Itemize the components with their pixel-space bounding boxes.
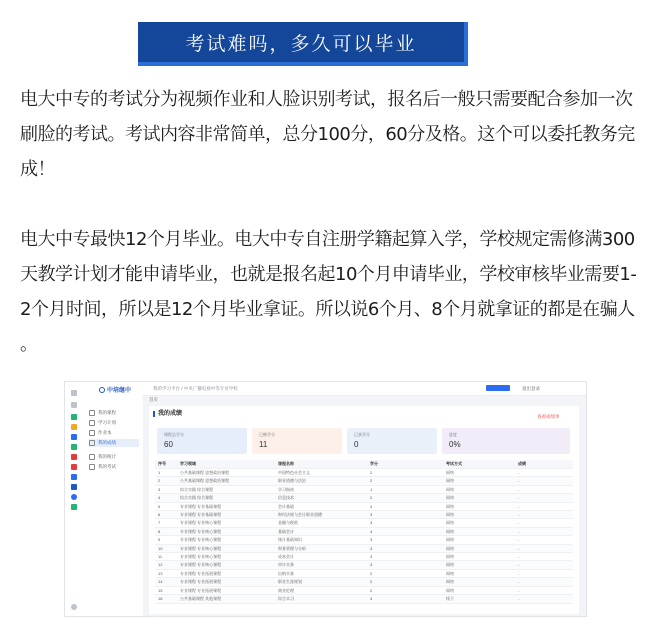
app-orange-icon[interactable] [71, 424, 77, 430]
table-cell: 专业课程 专业拓展课程 [177, 586, 275, 594]
table-cell: 专业课程 专业核心课程 [177, 544, 275, 552]
sidebar [83, 395, 143, 616]
icon-rail [65, 382, 84, 616]
table-cell: - [515, 494, 573, 502]
stat-value: 60 [164, 440, 173, 449]
table-cell: - [515, 469, 573, 477]
table-row[interactable] [155, 511, 573, 519]
table-cell: - [515, 527, 573, 535]
sidebar-item-plan[interactable]: 学习计划 [89, 419, 139, 427]
table-cell: - [515, 569, 573, 577]
table-cell: 基础会计 [275, 527, 367, 535]
app-red2-icon[interactable] [71, 464, 77, 470]
table-cell: - [515, 477, 573, 485]
app-circle-icon[interactable] [71, 494, 77, 500]
table-body [155, 469, 573, 604]
table-cell: 综合实践 综合课程 [177, 494, 275, 502]
table-cell: 综合实践 综合课程 [177, 485, 275, 493]
paragraph-exam: 电大中专的考试分为视频作业和人脸识别考试，报名后一般只需要配合参加一次刷脸的考试。考试内容非常简单，总分100分，60分及格。这个可以委托教务完成！ [20, 89, 635, 180]
table-cell: 公共基础课程 思想政治课程 [177, 477, 275, 485]
grades-icon [89, 440, 95, 446]
table-cell: 公共基础课程 其他课程 [177, 595, 275, 603]
table-cell: 商业伦理 [275, 586, 367, 594]
table-cell: 2 [367, 586, 443, 594]
table-cell: 专业课程 专业核心课程 [177, 561, 275, 569]
settings-icon[interactable] [71, 604, 77, 610]
app-green-icon[interactable] [71, 414, 77, 420]
table-cell: - [515, 511, 573, 519]
table-cell: - [515, 586, 573, 594]
table-cell: 成本会计 [275, 553, 367, 561]
table-cell: 统计基础知识 [275, 536, 367, 544]
table-cell: 2 [367, 569, 443, 577]
table-cell: 专业课程 专业拓展课程 [177, 578, 275, 586]
table-cell: 14 [155, 578, 177, 586]
table-row[interactable] [155, 586, 573, 594]
stat-label: 进度 [449, 432, 457, 437]
table-cell: 专业课程 专业核心课程 [177, 519, 275, 527]
table-cell: 网络 [443, 544, 515, 552]
table-cell: 9 [155, 536, 177, 544]
column-header: 学习领域 [177, 460, 275, 469]
stat-card [442, 428, 570, 454]
grades-table [155, 460, 573, 604]
table-cell: 财务管理与分析 [275, 544, 367, 552]
table-cell: 网络 [443, 469, 515, 477]
table-cell: 网络 [443, 502, 515, 510]
table-row[interactable] [155, 553, 573, 561]
stat-label: 已获学分 [354, 432, 370, 437]
table-cell: 5 [155, 502, 177, 510]
table-cell: - [515, 578, 573, 586]
add-icon[interactable] [71, 402, 77, 408]
transcript-link[interactable]: 查看成绩单 [537, 414, 560, 419]
table-cell: 金融与税收 [275, 519, 367, 527]
table-cell: 3 [367, 511, 443, 519]
title-banner [138, 22, 468, 66]
table-cell: 3 [367, 544, 443, 552]
table-cell: 1 [367, 485, 443, 493]
table-cell: 网络 [443, 477, 515, 485]
table-cell: 专业课程 专业拓展课程 [177, 569, 275, 577]
column-header: 成绩 [515, 460, 573, 469]
table-row[interactable] [155, 485, 573, 493]
table-cell: 综合实习 [275, 595, 367, 603]
table-cell: - [515, 553, 573, 561]
stat-label: 已修学分 [259, 432, 275, 437]
column-header: 学分 [367, 460, 443, 469]
table-cell: 4 [367, 502, 443, 510]
table-cell: 学习指南 [275, 485, 367, 493]
sidebar-item-courses[interactable]: 我的课程 [89, 409, 139, 417]
table-row[interactable] [155, 536, 573, 544]
exam-icon [89, 464, 95, 470]
plan-icon [89, 420, 95, 426]
table-cell: 13 [155, 569, 177, 577]
table-cell: 网络 [443, 527, 515, 535]
stat-label: 课程总学分 [164, 432, 184, 437]
table-cell: 网络 [443, 485, 515, 493]
table-cell: 线下 [443, 595, 515, 603]
table-cell: 网络 [443, 569, 515, 577]
table-cell: 7 [155, 519, 177, 527]
logout-link[interactable]: 退出登录 [522, 385, 540, 391]
table-cell: 出纳实务 [275, 569, 367, 577]
table-cell: 会计基础 [275, 502, 367, 510]
table-cell: 1 [155, 469, 177, 477]
banner-title: 考试难吗，多久可以毕业 [185, 32, 417, 55]
sidebar-item-homework[interactable]: 作业本 [89, 429, 139, 437]
stat-card [347, 428, 437, 454]
table-row[interactable] [155, 494, 573, 502]
table-cell: 网络 [443, 494, 515, 502]
app-red-icon[interactable] [71, 454, 77, 460]
table-cell: - [515, 544, 573, 552]
app-green2-icon[interactable] [71, 444, 77, 450]
stat-card [157, 428, 247, 454]
table-cell: 12 [155, 561, 177, 569]
table-cell: 3 [155, 485, 177, 493]
table-cell: - [515, 536, 573, 544]
table-cell: 网络 [443, 519, 515, 527]
page-title: 我的成绩 [153, 411, 182, 417]
table-cell: 3 [367, 519, 443, 527]
breadcrumb[interactable]: 我的学习平台 / 中央广播电视中等专业学校 [153, 385, 238, 391]
table-cell: 专业课程 专业核心课程 [177, 536, 275, 544]
table-cell: - [515, 485, 573, 493]
table-cell: - [515, 502, 573, 510]
stats-icon [89, 454, 95, 460]
sidebar-item-grades[interactable]: 我的成绩 [89, 439, 139, 447]
table-cell: 2 [367, 477, 443, 485]
table-row[interactable] [155, 578, 573, 586]
sidebar-item-exams[interactable]: 我的考试 [89, 463, 139, 471]
table-cell: 中国特色社会主义 [275, 469, 367, 477]
home-icon[interactable] [71, 390, 77, 396]
table-cell: 财经法规与会计职业道德 [275, 511, 367, 519]
table-cell: - [515, 519, 573, 527]
sidebar-item-stats[interactable]: 我的统计 [89, 453, 139, 461]
table-cell: 11 [155, 553, 177, 561]
top-action-button[interactable] [486, 385, 510, 391]
table-cell: 2 [367, 494, 443, 502]
table-cell: - [515, 561, 573, 569]
table-cell: 专业课程 专业基础课程 [177, 511, 275, 519]
top-bar [83, 382, 586, 396]
platform-logo[interactable]: 中培继中 [99, 385, 131, 394]
column-header: 课程名称 [275, 460, 367, 469]
app-blue2-icon[interactable] [71, 474, 77, 480]
table-cell: 网络 [443, 553, 515, 561]
table-cell: 2 [367, 578, 443, 586]
logo-icon [99, 387, 105, 393]
table-cell: 网络 [443, 578, 515, 586]
table-cell: 网络 [443, 511, 515, 519]
table-cell: 网络 [443, 586, 515, 594]
table-cell: 3 [367, 553, 443, 561]
table-cell: 专业课程 专业基础课程 [177, 502, 275, 510]
homework-icon [89, 430, 95, 436]
table-row[interactable] [155, 469, 573, 477]
table-cell: 职业生涯规划 [275, 578, 367, 586]
table-cell: 专业课程 专业核心课程 [177, 527, 275, 535]
table-cell: 网络 [443, 536, 515, 544]
table-cell: 职业道德与法治 [275, 477, 367, 485]
app-blue-icon[interactable] [71, 434, 77, 440]
paragraph-graduation: 电大中专最快12个月毕业。电大中专自注册学籍起算入学，学校规定需修满300天教学计划才能申请毕业，也就是报名起10个月申请毕业，学校审核毕业需要1-2个月时间，所以是12个月毕业拿证。所以说6个月、8个月就拿证的都是在骗人 。 [20, 229, 637, 355]
table-cell: 6 [155, 511, 177, 519]
stat-value: 0 [354, 440, 359, 449]
table-cell: 4 [367, 595, 443, 603]
table-row[interactable] [155, 502, 573, 510]
column-header: 序号 [155, 460, 177, 469]
app-navy-icon[interactable] [71, 484, 77, 490]
table-cell: 16 [155, 595, 177, 603]
table-row[interactable] [155, 561, 573, 569]
stat-value: 11 [259, 440, 268, 449]
stat-value: 0% [449, 440, 461, 449]
table-cell: - [515, 595, 573, 603]
table-cell: 2 [155, 477, 177, 485]
table-cell: 专业课程 专业核心课程 [177, 553, 275, 561]
tab-home[interactable]: 首页 [149, 397, 158, 402]
table-cell: 10 [155, 544, 177, 552]
grades-panel [149, 406, 579, 614]
table-row[interactable] [155, 569, 573, 577]
table-cell: 3 [367, 536, 443, 544]
table-header-row [155, 460, 573, 469]
table-cell: 网络 [443, 561, 515, 569]
table-row[interactable] [155, 477, 573, 485]
table-cell: 2 [367, 469, 443, 477]
book-icon [89, 410, 95, 416]
table-cell: 3 [367, 561, 443, 569]
table-cell: 15 [155, 586, 177, 594]
column-header: 考试方式 [443, 460, 515, 469]
stat-card [252, 428, 342, 454]
app-green3-icon[interactable] [71, 504, 77, 510]
platform-screenshot [64, 381, 587, 617]
table-cell: 4 [155, 494, 177, 502]
table-cell: 4 [367, 527, 443, 535]
table-cell: 8 [155, 527, 177, 535]
table-row[interactable] [155, 544, 573, 552]
table-cell: 审计实务 [275, 561, 367, 569]
table-row[interactable] [155, 519, 573, 527]
table-row[interactable] [155, 595, 573, 603]
table-cell: 公共基础课程 思想政治课程 [177, 469, 275, 477]
table-cell: 信息技术 [275, 494, 367, 502]
table-row[interactable] [155, 527, 573, 535]
